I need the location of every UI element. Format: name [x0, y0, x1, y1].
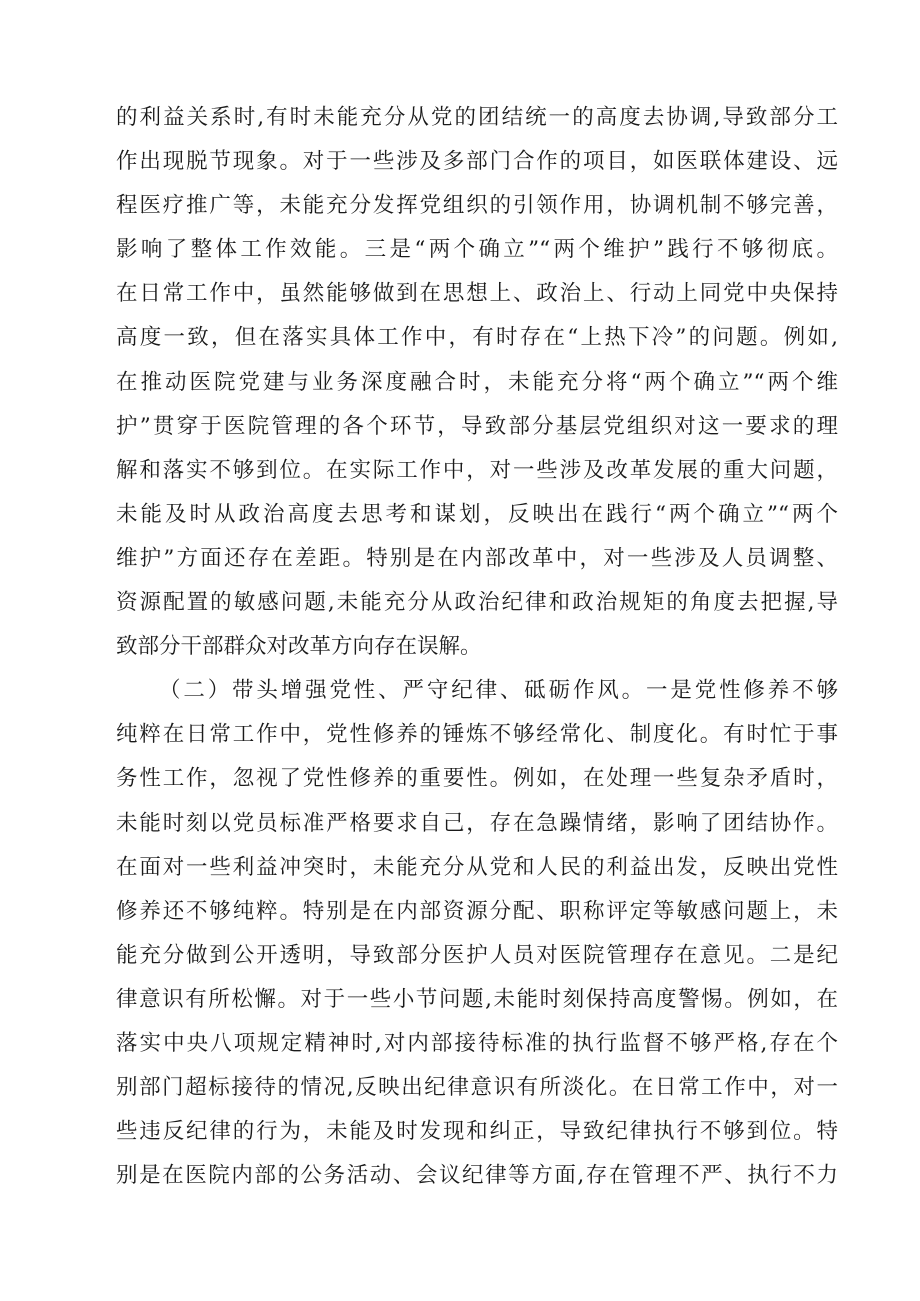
document-body: [116, 96, 838, 1198]
text-line: 在面对一些利益冲突时，未能充分从党和人民的利益出发，反映出党性: [116, 854, 838, 880]
text-line: 解和落实不够到位。在实际工作中，对一些涉及改革发展的重大问题，: [116, 457, 838, 483]
text-line: 作出现脱节现象。对于一些涉及多部门合作的项目，如医联体建设、远: [116, 149, 838, 175]
text-line: 落实中央八项规定精神时,对内部接待标准的执行监督不够严格,存在个: [116, 1030, 838, 1056]
text-line: 务性工作，忽视了党性修养的重要性。例如，在处理一些复杂矛盾时，: [116, 766, 838, 792]
text-line: 在推动医院党建与业务深度融合时，未能充分将“两个确立”“两个维: [116, 369, 838, 395]
section-heading-line: （二）带头增强党性、严守纪律、砥砺作风。一是党性修养不够: [159, 678, 838, 704]
text-line: 修养还不够纯粹。特别是在内部资源分配、职称评定等敏感问题上，未: [116, 898, 838, 924]
text-line: 影响了整体工作效能。三是“两个确立”“两个维护”践行不够彻底。: [116, 237, 838, 263]
paragraph-1: [116, 96, 838, 669]
text-line: 未能及时从政治高度去思考和谋划，反映出在践行“两个确立”“两个: [116, 501, 838, 527]
text-line: 纯粹在日常工作中，党性修养的锤炼不够经常化、制度化。有时忙于事: [116, 722, 838, 748]
text-line: 在日常工作中，虽然能够做到在思想上、政治上、行动上同党中央保持: [116, 281, 838, 307]
text-line: 的利益关系时,有时未能充分从党的团结统一的高度去协调,导致部分工: [116, 105, 838, 130]
text-line: 高度一致，但在落实具体工作中，有时存在“上热下冷”的问题。例如,: [116, 325, 838, 351]
text-line: 别部门超标接待的情况,反映出纪律意识有所淡化。在日常工作中，对一: [116, 1075, 838, 1101]
text-line: 未能时刻以党员标准严格要求自己，存在急躁情绪，影响了团结协作。: [116, 810, 838, 836]
text-line: 程医疗推广等，未能充分发挥党组织的引领作用，协调机制不够完善，: [116, 193, 838, 219]
paragraph-2: [116, 669, 838, 1198]
text-line: 律意识有所松懈。对于一些小节问题,未能时刻保持高度警惕。例如，在: [116, 986, 838, 1012]
text-line: 资源配置的敏感问题,未能充分从政治纪律和政治规矩的角度去把握,导: [116, 590, 838, 616]
text-line: 些违反纪律的行为，未能及时发现和纠正，导致纪律执行不够到位。特: [116, 1119, 838, 1145]
text-line: 别是在医院内部的公务活动、会议纪律等方面,存在管理不严、执行不力: [116, 1163, 838, 1189]
text-line: 维护”方面还存在差距。特别是在内部改革中，对一些涉及人员调整、: [116, 545, 838, 571]
text-line: 护”贯穿于医院管理的各个环节，导致部分基层党组织对这一要求的理: [116, 413, 838, 439]
text-line: 致部分干部群众对改革方向存在误解。: [116, 634, 482, 660]
text-line: 能充分做到公开透明，导致部分医护人员对医院管理存在意见。二是纪: [116, 942, 838, 968]
